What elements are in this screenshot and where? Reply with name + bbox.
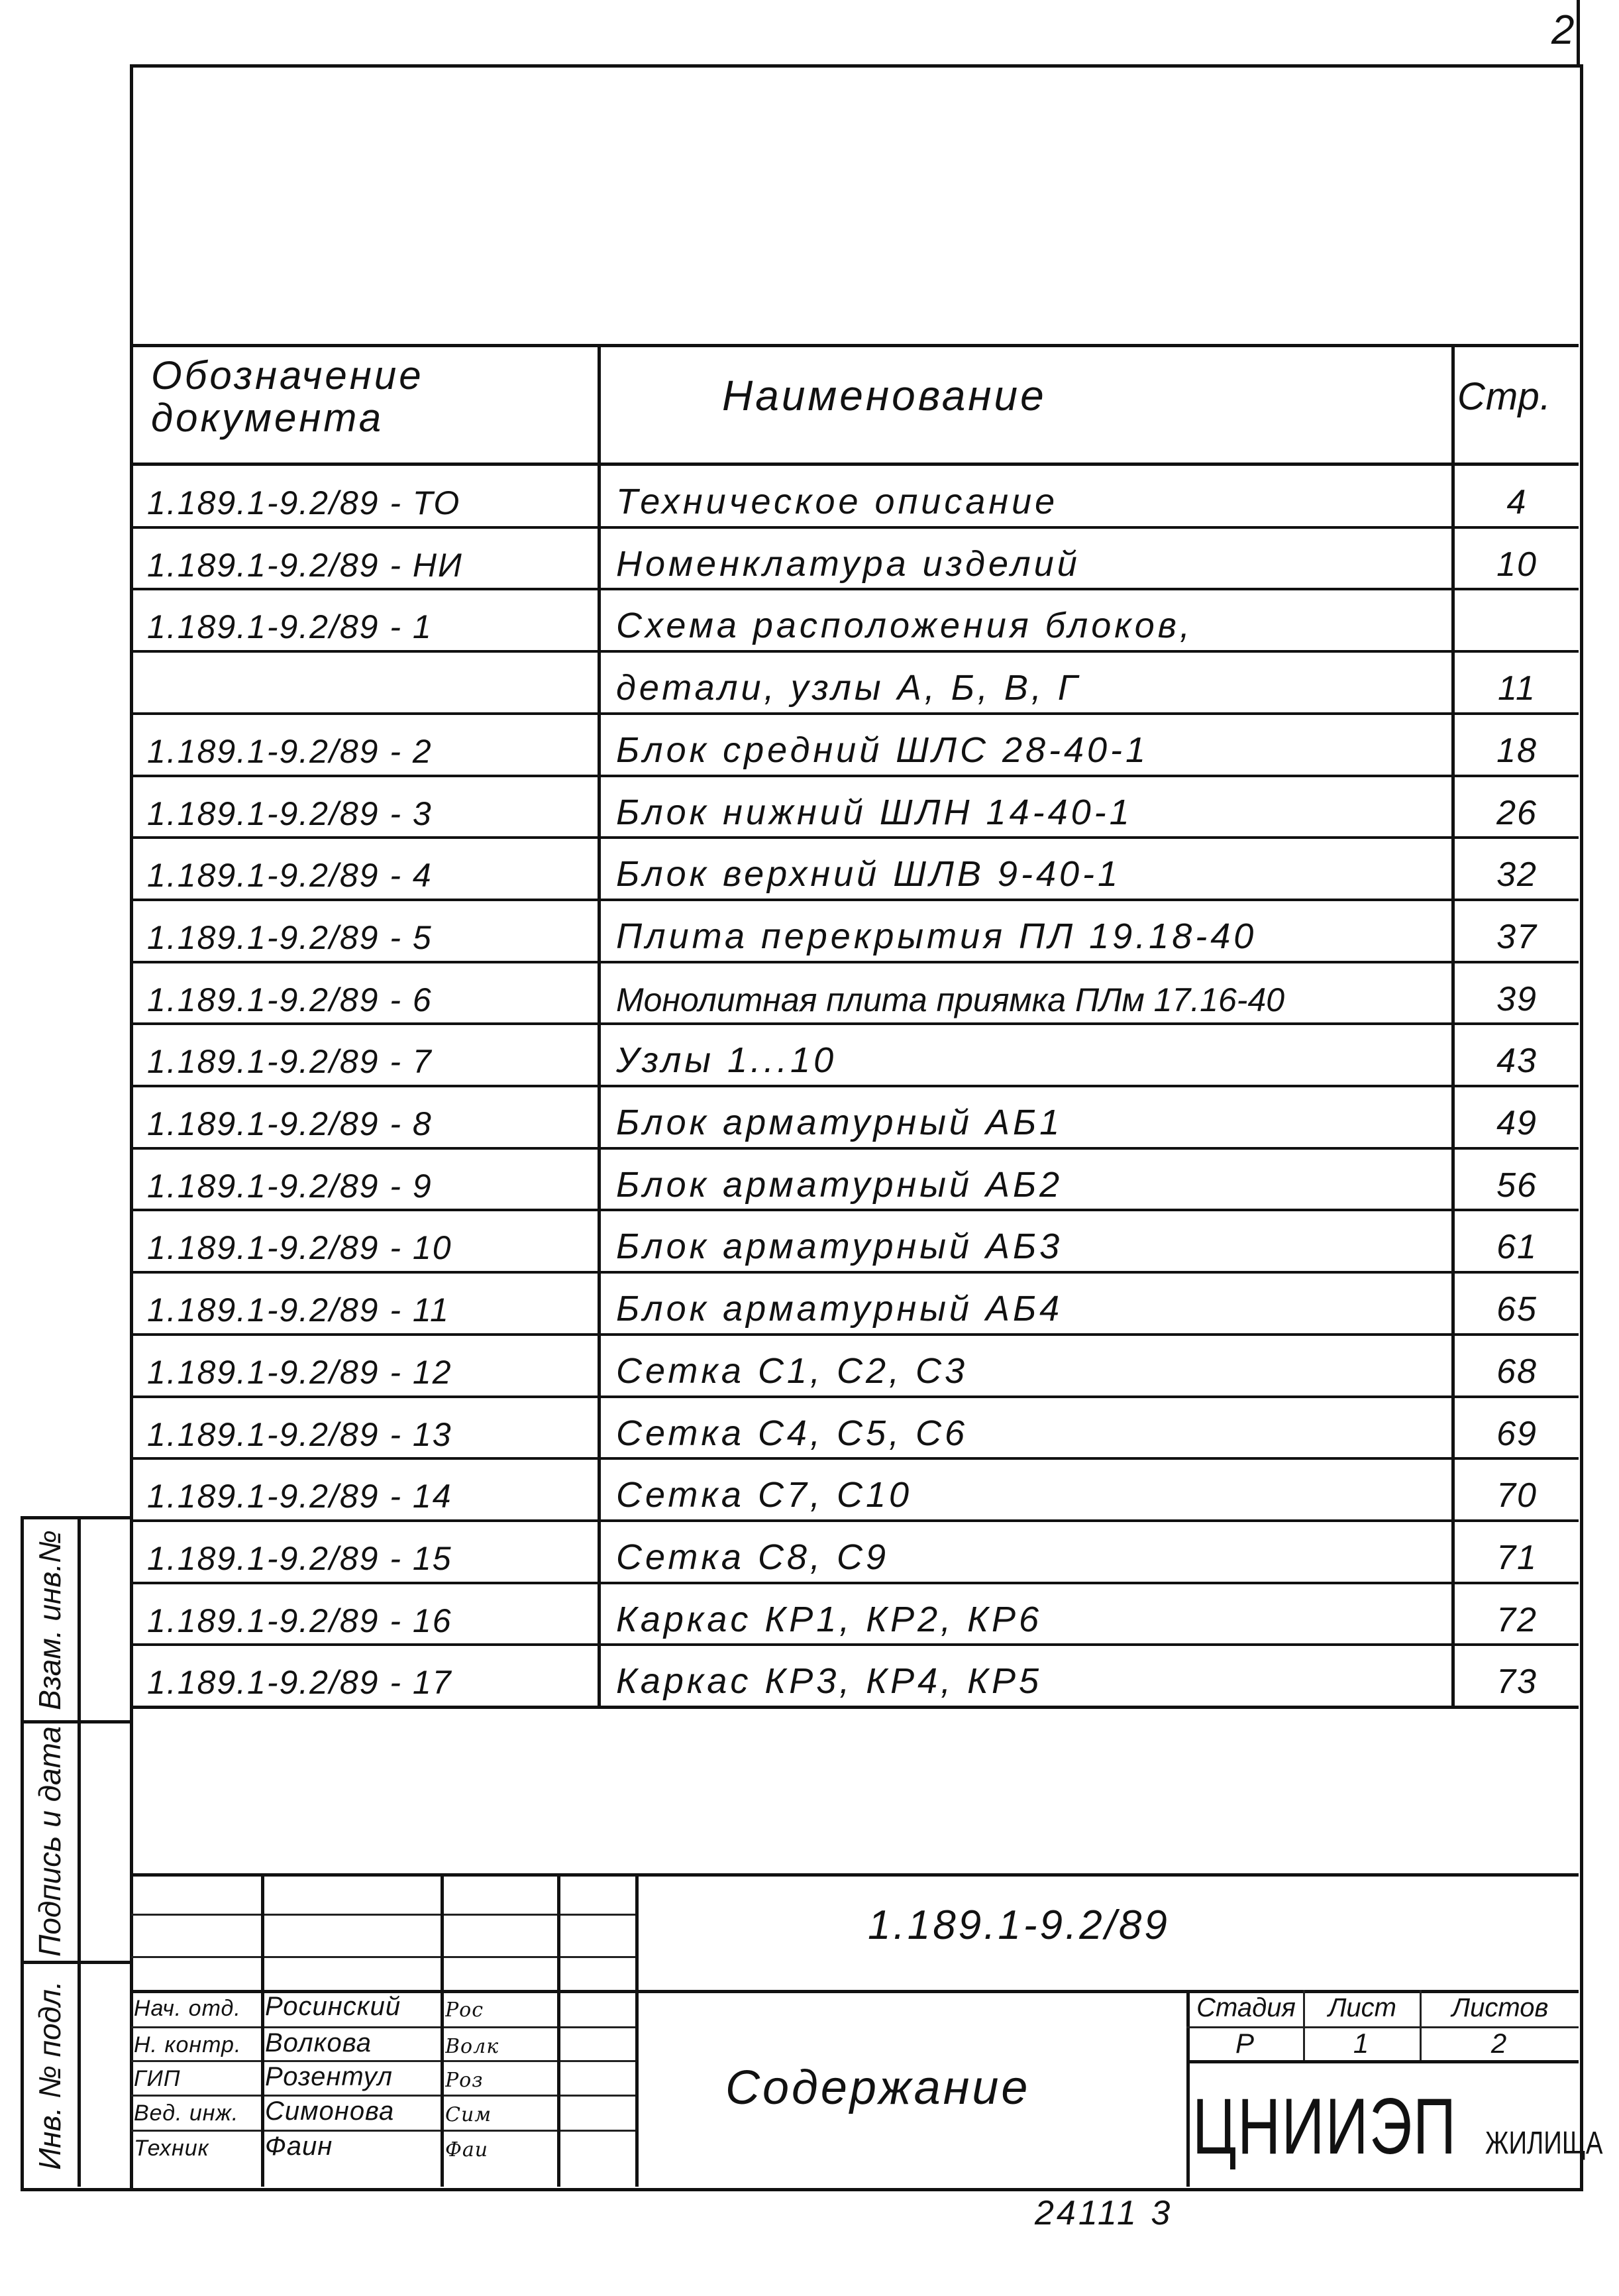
org-sub: ЖИЛИЩА [1485, 2126, 1603, 2161]
sheet-label: Лист [1328, 1993, 1396, 2022]
row-name: Номенклатура изделий [616, 544, 1080, 584]
staff-name: Волкова [265, 2028, 372, 2057]
row-code: 1.189.1-9.2/89 - 8 [147, 1105, 433, 1142]
row-name: Узлы 1...10 [616, 1040, 837, 1080]
row-page: 69 [1496, 1415, 1538, 1453]
staff-name: Фаин [265, 2132, 333, 2161]
row-name: детали, узлы А, Б, В, Г [616, 668, 1081, 708]
staff-role: ГИП [134, 2066, 181, 2091]
row-name: Сетка С4, С5, С6 [616, 1413, 968, 1453]
row-name: Каркас КР3, КР4, КР5 [616, 1661, 1043, 1701]
row-name: Блок арматурный АБ1 [616, 1103, 1063, 1142]
table-top-line [131, 344, 1579, 347]
row-code: 1.189.1-9.2/89 - 2 [147, 733, 433, 770]
row-page: 39 [1496, 980, 1538, 1018]
staff-signature: Роз [445, 2069, 484, 2092]
row-code: 1.189.1-9.2/89 - 10 [147, 1229, 452, 1266]
staff-signature: Рос [445, 1998, 484, 2022]
row-code: 1.189.1-9.2/89 - ТО [147, 484, 461, 521]
row-code: 1.189.1-9.2/89 - 9 [147, 1168, 433, 1205]
margin-stamp-divider [78, 1516, 81, 2187]
header-designation-line1: Обозначение [151, 353, 424, 398]
row-code: 1.189.1-9.2/89 - 3 [147, 795, 433, 832]
row-name: Блок арматурный АБ4 [616, 1289, 1063, 1329]
row-name: Схема расположения блоков, [616, 606, 1193, 645]
staff-role: Н. контр. [134, 2032, 242, 2057]
row-code: 1.189.1-9.2/89 - НИ [147, 547, 463, 584]
row-page: 37 [1496, 918, 1538, 956]
row-code: 1.189.1-9.2/89 - 14 [147, 1478, 452, 1515]
row-name: Блок верхний ШЛВ 9-40-1 [616, 854, 1122, 894]
row-page: 73 [1496, 1663, 1538, 1701]
row-page: 49 [1496, 1104, 1538, 1142]
staff-name: Розентул [265, 2062, 393, 2091]
staff-role: Вед. инж. [134, 2101, 239, 2126]
row-name: Монолитная плита приямка ПЛм 17.16-40 [616, 981, 1285, 1018]
row-name: Техническое описание [616, 482, 1059, 521]
signature-date-label: Подпись и дата [32, 1726, 67, 1957]
row-name: Блок арматурный АБ2 [616, 1165, 1063, 1205]
page-number-divider [1577, 0, 1580, 66]
row-code: 1.189.1-9.2/89 - 11 [147, 1291, 450, 1329]
row-name: Каркас КР1, КР2, КР6 [616, 1600, 1043, 1639]
row-name: Блок средний ШЛС 28-40-1 [616, 730, 1149, 770]
staff-name: Симонова [265, 2097, 395, 2126]
replaces-inv-label: Взам. инв.№ [32, 1530, 67, 1710]
row-code: 1.189.1-9.2/89 - 1 [147, 608, 433, 645]
row-page: 4 [1506, 483, 1528, 521]
row-page: 65 [1496, 1290, 1538, 1329]
row-page: 71 [1496, 1539, 1538, 1577]
row-page: 10 [1496, 545, 1538, 584]
column-divider [1451, 344, 1455, 1707]
staff-signature: Волк [445, 2035, 499, 2058]
row-page: 11 [1498, 669, 1536, 708]
row-name: Блок арматурный АБ3 [616, 1227, 1063, 1266]
stage-value: Р [1235, 2028, 1257, 2059]
row-code: 1.189.1-9.2/89 - 15 [147, 1540, 452, 1577]
row-page: 26 [1496, 794, 1538, 832]
row-page: 72 [1496, 1601, 1538, 1639]
document-title: Содержание [725, 2061, 1031, 2114]
header-designation [151, 355, 424, 439]
staff-signature: Сим [445, 2103, 492, 2126]
row-name: Блок нижний ШЛН 14-40-1 [616, 793, 1133, 832]
row-code: 1.189.1-9.2/89 - 16 [147, 1602, 452, 1639]
stage-label: Стадия [1196, 1993, 1296, 2022]
row-code: 1.189.1-9.2/89 - 17 [147, 1664, 452, 1701]
row-page: 43 [1496, 1042, 1538, 1080]
document-code: 1.189.1-9.2/89 [868, 1902, 1170, 1948]
row-code: 1.189.1-9.2/89 - 5 [147, 919, 433, 956]
row-code: 1.189.1-9.2/89 - 13 [147, 1416, 452, 1453]
row-code: 1.189.1-9.2/89 - 7 [147, 1043, 433, 1080]
org-main: ЦНИИЭП [1192, 2082, 1457, 2171]
row-page: 18 [1496, 732, 1538, 770]
row-page: 70 [1496, 1476, 1538, 1515]
staff-signature: Фаи [445, 2138, 489, 2161]
sheets-value: 2 [1490, 2028, 1510, 2059]
row-page: 61 [1496, 1228, 1538, 1266]
row-page: 32 [1496, 855, 1538, 894]
row-code: 1.189.1-9.2/89 - 12 [147, 1354, 452, 1391]
row-page: 56 [1496, 1166, 1538, 1205]
header-name: Наименование [722, 372, 1047, 419]
staff-role: Нач. отд. [134, 1996, 241, 2021]
row-code: 1.189.1-9.2/89 - 4 [147, 857, 433, 894]
row-code: 1.189.1-9.2/89 - 6 [147, 981, 433, 1018]
row-code [147, 650, 598, 712]
organization-logo [1192, 2081, 1619, 2172]
row-name: Сетка С8, С9 [616, 1537, 890, 1577]
header-page: Стр. [1457, 375, 1551, 418]
column-divider [598, 344, 601, 1707]
page-number: 2 [1551, 7, 1577, 53]
sheets-label: Листов [1451, 1993, 1549, 2022]
table-bottom-line [131, 1706, 1579, 1709]
header-designation-line2: документа [151, 396, 384, 440]
sheet-value: 1 [1353, 2028, 1372, 2059]
row-page [1457, 588, 1577, 650]
staff-name: Росинский [265, 1992, 401, 2021]
row-name: Сетка С7, С10 [616, 1475, 913, 1515]
archive-number: 24111 3 [1035, 2194, 1173, 2232]
margin-stamp-line [21, 1961, 131, 1964]
row-name: Плита перекрытия ПЛ 19.18-40 [616, 916, 1257, 956]
inv-original-label: Инв. № подл. [32, 1981, 67, 2170]
staff-role: Техник [134, 2136, 209, 2161]
row-page: 68 [1496, 1352, 1538, 1391]
row-name: Сетка С1, С2, С3 [616, 1351, 968, 1391]
